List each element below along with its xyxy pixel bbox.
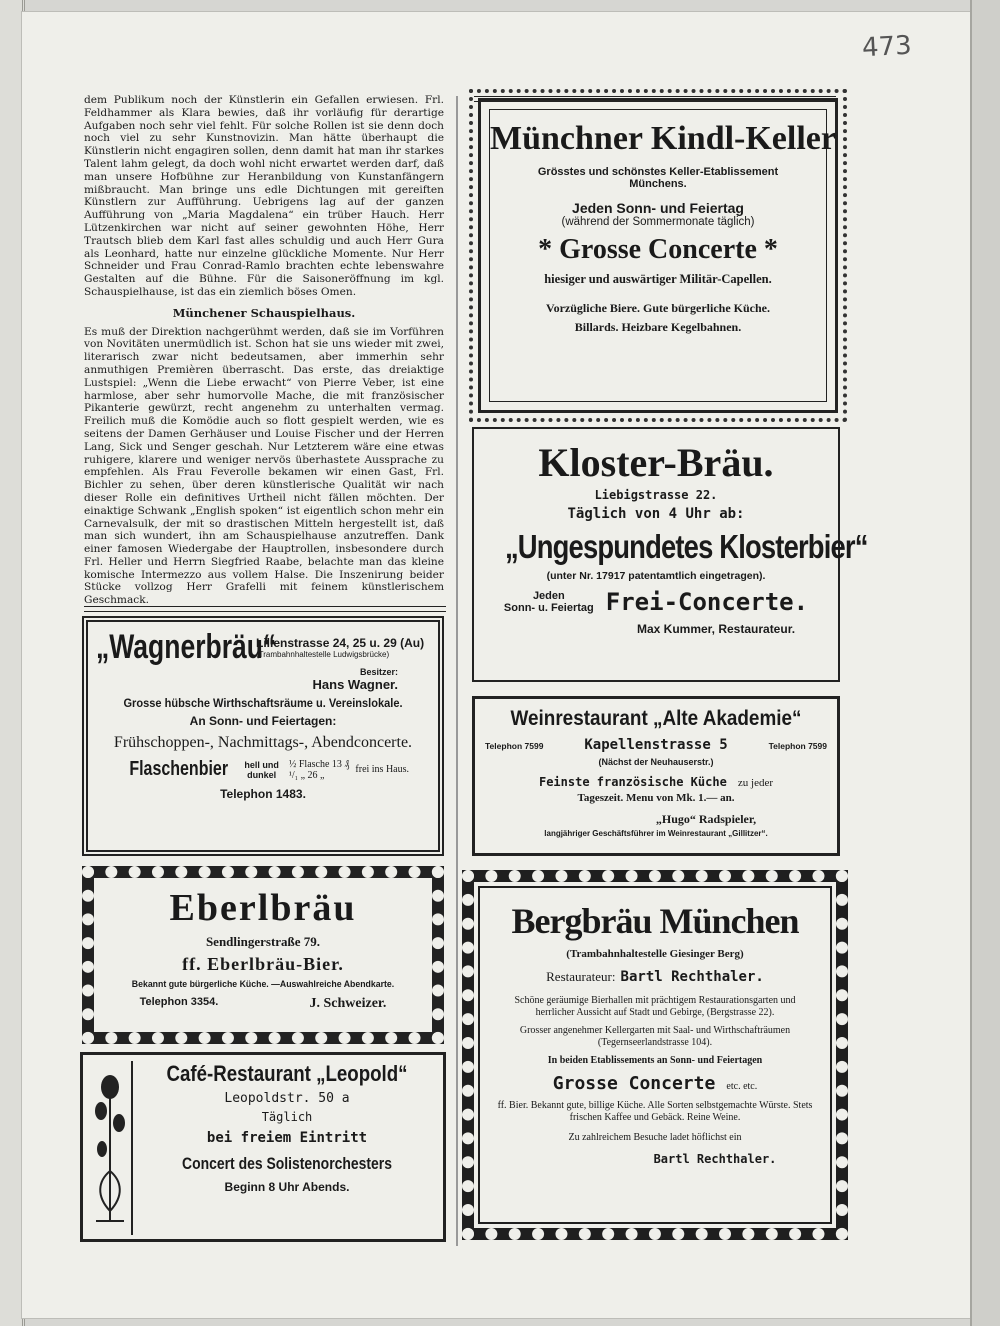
- ad-line: Grosse hübsche Wirthschaftsräume u. Vereinslokale.: [123, 696, 403, 710]
- ad-concert: Concert des Solistenorchesters: [182, 1154, 392, 1173]
- ad-contact-row: [475, 731, 837, 753]
- ad-alte-akademie: [472, 696, 840, 856]
- ad-line: langjähriger Geschäftsführer im Weinrestaurant „Gillitzer“.: [544, 829, 768, 838]
- ad-bottle-kind: [244, 760, 279, 780]
- ad-street: Kapellenstrasse 5: [584, 737, 728, 753]
- ad-line: (unter Nr. 17917 patentamtlich eingetragen).: [546, 570, 766, 582]
- ad-line: Restaurateur:: [546, 969, 616, 984]
- ad-line: Vorzügliche Biere. Gute bürgerliche Küche.: [546, 301, 770, 315]
- ad-paragraph: ff. Bier. Bekannt gute, billige Küche. Alle Sorten selbstgemachte Würste. Stets frischen Kaffee und Gebäck. Reine Weine.: [497, 1100, 813, 1123]
- ad-line: hiesiger und auswärtiger Militär-Capellen.: [544, 272, 772, 286]
- ad-title: Bergbräu München: [511, 901, 799, 941]
- flower-ornament: [89, 1061, 133, 1235]
- ad-line: Täglich: [261, 1110, 313, 1124]
- ad-line: An Sonn- und Feiertagen:: [189, 714, 337, 728]
- column-rule: [456, 96, 458, 1246]
- ad-bottle-row: [88, 758, 438, 781]
- page-edge: [970, 0, 1000, 1326]
- ad-concert: Frei-Concerte.: [605, 588, 809, 616]
- ad-line: (Nächst der Neuhauserstr.): [598, 757, 714, 767]
- article-paragraph: dem Publikum noch der Künstlerin ein Gefallen erwiesen. Frl. Feldhammer als Klara bewies, daß ihr vorläufig für derartige Aufgaben noch sehr viel fehlt. Für solche Rollen ist sie denn doch noch viel zu sehr Kunstnovizin. Man hätte überhaupt die Künstlerin nicht engagiren sollen, denn damit hat man ihr starkes Talent lahm gelegt, da doch wohl nicht erwartet werden darf, daß man unsere Hofbühne zur Heranbildung von Kunstanfängern mißbraucht. Man bringe uns edle Dichtungen mit gereiften Künstlern zur Aufführung. Uebrigens lag auf der ganzen Aufführung von „Maria Magdalena“ ein trüber Hauch. Herr Lützenkirchen war nicht auf seiner gewohnten Höhe, Herr Trautsch blieb dem Karl fast alles schuldig und auch Herr Gura als Leonhard, hatte nur einzelne glückliche Momente. Nur Herr Schneider und Frau Conrad-Ramlo brachten echte lebenswahre Gestalten auf die Bühne. Für die Saisoneröffnung im kgl. Schauspielhause, ist das ein ziemlich böses Omen.: [84, 94, 444, 298]
- ad-phone: Telephon 3354.: [139, 996, 219, 1008]
- ad-line: (Trambahnhaltestelle Ludwigsbrücke): [256, 650, 390, 659]
- ad-line: Tageszeit. Menu von Mk. 1.— an.: [577, 792, 735, 804]
- ad-line: hell und: [244, 759, 279, 770]
- ad-line: bei freiem Eintritt: [206, 1130, 368, 1146]
- ad-title: Münchner Kindl-Keller: [490, 120, 836, 157]
- ad-paragraph: Grosser angenehmer Kellergarten mit Saal- und Wirthschafträumen (Tegernseerlandstrasse 104).: [519, 1025, 791, 1048]
- ad-line: Grösstes und schönstes Keller-Etablissement: [537, 166, 779, 178]
- ad-line: zu jeder: [737, 777, 774, 789]
- ad-body: [474, 882, 836, 1166]
- ad-address: Leopoldstr. 50 a: [224, 1091, 350, 1106]
- ad-paragraph: Zu zahlreichem Besuche ladet höflichst ein: [568, 1132, 742, 1143]
- ad-cafe-leopold: [80, 1052, 446, 1242]
- ad-title: „Wagnerbräu“: [96, 628, 277, 666]
- ad-price: ¹/₁ „ 26 „: [288, 769, 325, 781]
- ad-wagnerbraeu: [82, 616, 444, 856]
- ad-line: Frühschoppen-, Nachmittags-, Abendconcerte.: [113, 734, 413, 751]
- ad-title: Café-Restaurant „Leopold“: [166, 1061, 408, 1086]
- ad-owner-block: [88, 667, 438, 692]
- ad-line: Bartl Rechthaler.: [620, 969, 764, 985]
- ad-paragraph: Schöne geräumige Bierhallen mit prächtigem Restaurationsgarten und herrlicher Aussicht auf Stadt und Gebirge, (Bergstrasse 22).: [514, 995, 796, 1018]
- lily-icon: [90, 1061, 130, 1231]
- ad-line: ff. Eberlbräu-Bier.: [182, 954, 344, 974]
- ad-concert-row: [474, 588, 838, 616]
- ad-line: frei ins Haus.: [355, 764, 410, 775]
- ad-title: Eberlbräu: [169, 887, 357, 929]
- ad-address: Lilienstrasse 24, 25 u. 29 (Au): [256, 636, 425, 650]
- ad-line: Täglich von 4 Uhr ab:: [567, 506, 745, 522]
- ad-restaurateur-row: [494, 966, 816, 985]
- ad-bottle: Flaschenbier: [129, 758, 229, 780]
- ad-line: Beginn 8 Uhr Abends.: [224, 1180, 350, 1194]
- ad-cuisine-row: [475, 771, 837, 790]
- ad-line: Sendlingerstraße 79.: [205, 934, 321, 949]
- ad-line: Liebigstrasse 22.: [594, 488, 718, 502]
- ad-owner: „Hugo“ Radspieler,: [655, 812, 757, 826]
- ad-title: Weinrestaurant „Alte Akademie“: [510, 707, 802, 730]
- ad-line: Jeden Sonn- und Feiertag: [572, 200, 744, 216]
- ad-concert: Grosse Concerte: [552, 1073, 716, 1094]
- ad-bergbraeu: [462, 870, 848, 1240]
- ad-line: Sonn- u. Feiertag: [503, 602, 594, 614]
- ad-signature: Bartl Rechthaler.: [653, 1152, 777, 1166]
- ad-paragraph: In beiden Etablissements an Sonn- und Feiertagen: [547, 1055, 763, 1066]
- page-number: 473: [861, 30, 913, 64]
- ad-concert-days: [504, 590, 594, 614]
- article-paragraph: Es muß der Direktion nachgerühmt werden, daß sie im Vorführen von Novitäten unermüdlich ist. Schon hat sie uns wieder mit zwei, literarisch zwar nicht bedeutsamen, aber immerhin sehr anmuthigen Premièren überrascht. Das erste, das dreiaktige Lustspiel: „Wenn die Liebe erwacht“ von Pierre Veber, ist eine harmlose, aber sehr humorvolle Mache, die mit französischer Pikanterie gewürzt, recht angenehm zu unterhalten vermag. Freilich muß die Komödie auch so flott gespielt werden, wie es seitens der Damen Gerhäuser und Louise Fischer und der Herren Lang, Sick und Senger geschah. Nur Letzterem wäre eine etwas ruhigere, klarere und weniger nervös überhastete Aussprache zu empfehlen. Als Frau Feverolle bekamen wir einen Gast, Frl. Bichler zu sehen, über deren künstlerische Qualität wir nach dieser Rolle ein definitives Urtheil nicht fällen möchten. Der einaktige Schwank „English spoken“ ist eigentlich schon mehr ein Carnevalsulk, der mit so drastischen Mitteln hergestellt ist, daß man sich wundert, ihn am Schauspielhause anzutreffen. Dank einer famosen Wiedergabe der Hauptrollen, insbesondere durch Frl. Heller und Herrn Siegfried Raabe, belachte man das kleine komische Intermezzo aus vollem Halse. Die Inszenirung beider Stücke vollzog Herr Grafelli mit feinem künstlerischem Geschmack.: [84, 325, 444, 607]
- ad-owner: J. Schweizer.: [309, 996, 387, 1011]
- ad-line: Jeden: [532, 590, 565, 602]
- ad-body: [135, 1061, 439, 1194]
- ad-phone: Telephon 1483.: [220, 787, 306, 801]
- ad-phone: Telephon 7599: [485, 741, 544, 751]
- ad-line: (Trambahnhaltestelle Giesinger Berg): [566, 948, 744, 960]
- ad-kindl-keller: [478, 98, 838, 413]
- ad-product: „Ungespundetes Klosterbier“: [504, 528, 868, 565]
- ad-eberlbraeu: [82, 866, 444, 1044]
- ad-owner: Hans Wagner.: [312, 677, 398, 692]
- ad-concert-row: [494, 1073, 816, 1094]
- ad-phone: Telephon 7599: [768, 741, 827, 751]
- ad-line: (während der Sommermonate täglich): [561, 216, 755, 228]
- ad-line: Bekannt gute bürgerliche Küche. —Auswahlreiche Abendkarte.: [131, 979, 395, 990]
- ad-line: Besitzer:: [359, 667, 398, 677]
- ad-title: Kloster-Bräu.: [538, 440, 774, 485]
- article-column: [84, 94, 444, 607]
- ad-address-block: [256, 636, 424, 659]
- ad-line: Billards. Heizbare Kegelbahnen.: [574, 320, 742, 334]
- ad-prices: [289, 759, 350, 781]
- ad-line: * Grosse Concerte *: [538, 234, 778, 265]
- article-heading: Münchener Schauspielhaus.: [172, 305, 356, 320]
- ad-inner-frame: [489, 109, 836, 402]
- ad-line: dunkel: [247, 769, 277, 780]
- ad-cuisine: Feinste französische Küche: [538, 775, 727, 789]
- ad-line: Max Kummer, Restaurateur.: [636, 622, 796, 636]
- ad-line: etc. etc.: [726, 1081, 758, 1092]
- decorative-border: [82, 866, 444, 1044]
- ad-header-row: [88, 622, 438, 667]
- column-divider: [84, 606, 446, 612]
- ad-line: Münchens.: [629, 178, 687, 190]
- ad-kloster-braeu: [472, 427, 868, 682]
- ad-price: ½ Flasche 13 ₰: [288, 758, 350, 770]
